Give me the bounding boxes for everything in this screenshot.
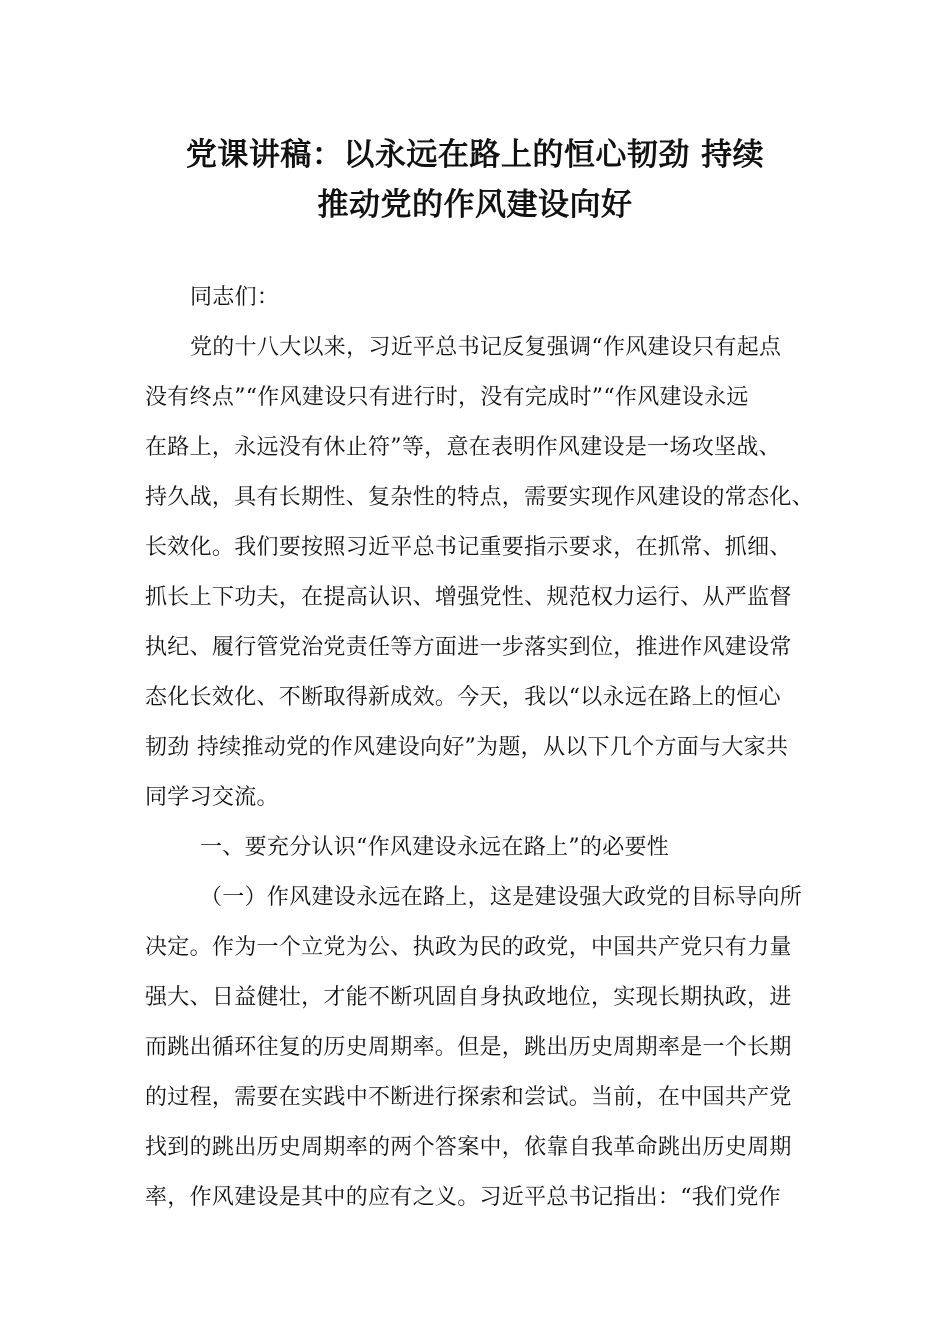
document-body — [145, 273, 825, 1233]
section-heading-1: 一、要充分认识“作风建设永远在路上”的必要性 — [200, 835, 670, 860]
paragraph-1-line-1: 党的十八大以来，习近平总书记反复强调“作风建设只有起点 — [190, 335, 782, 360]
paragraph-1-line-5: 长效化。我们要按照习近平总书记重要指示要求，在抓常、抓细、 — [145, 535, 792, 560]
paragraph-2-line-3: 强大、日益健壮，才能不断巩固自身执政地位，实现长期执政，进 — [145, 985, 792, 1010]
paragraph-1-line-4: 持久战，具有长期性、复杂性的特点，需要实现作风建设的常态化、 — [145, 485, 815, 510]
paragraph-2-line-1: （一）作风建设永远在路上，这是建设强大政党的目标导向所 — [200, 885, 803, 910]
paragraph-2-line-2: 决定。作为一个立党为公、执政为民的政党，中国共产党只有力量 — [145, 935, 792, 960]
salutation: 同志们： — [190, 285, 280, 310]
paragraph-1-line-9: 韧劲 持续推动党的作风建设向好”为题，从以下几个方面与大家共 — [145, 735, 789, 760]
paragraph-1-line-6: 抓长上下功夫，在提高认识、增强党性、规范权力运行、从严监督 — [145, 585, 792, 610]
paragraph-2-line-5: 的过程，需要在实践中不断进行探索和尝试。当前，在中国共产党 — [145, 1085, 792, 1110]
paragraph-2-line-7: 率，作风建设是其中的应有之义。习近平总书记指出：“我们党作 — [145, 1185, 781, 1210]
paragraph-1-line-8: 态化长效化、不断取得新成效。今天，我以“以永远在路上的恒心 — [145, 685, 781, 710]
paragraph-1-line-2: 没有终点”“作风建设只有进行时，没有完成时”“作风建设永远 — [145, 385, 749, 410]
document-title-line-1: 党课讲稿：以永远在路上的恒心韧劲 持续 — [185, 137, 765, 173]
paragraph-2-line-4: 而跳出循环往复的历史周期率。但是，跳出历史周期率是一个长期 — [145, 1035, 792, 1060]
paragraph-1-line-3: 在路上，永远没有休止符”等，意在表明作风建设是一场攻坚战、 — [145, 435, 781, 460]
paragraph-1-line-10: 同学习交流。 — [145, 785, 279, 810]
paragraph-2-line-6: 找到的跳出历史周期率的两个答案中，依靠自我革命跳出历史周期 — [145, 1135, 792, 1160]
document-title-line-2: 推动党的作风建设向好 — [317, 187, 633, 223]
paragraph-1-line-7: 执纪、履行管党治党责任等方面进一步落实到位，推进作风建设常 — [145, 635, 792, 660]
